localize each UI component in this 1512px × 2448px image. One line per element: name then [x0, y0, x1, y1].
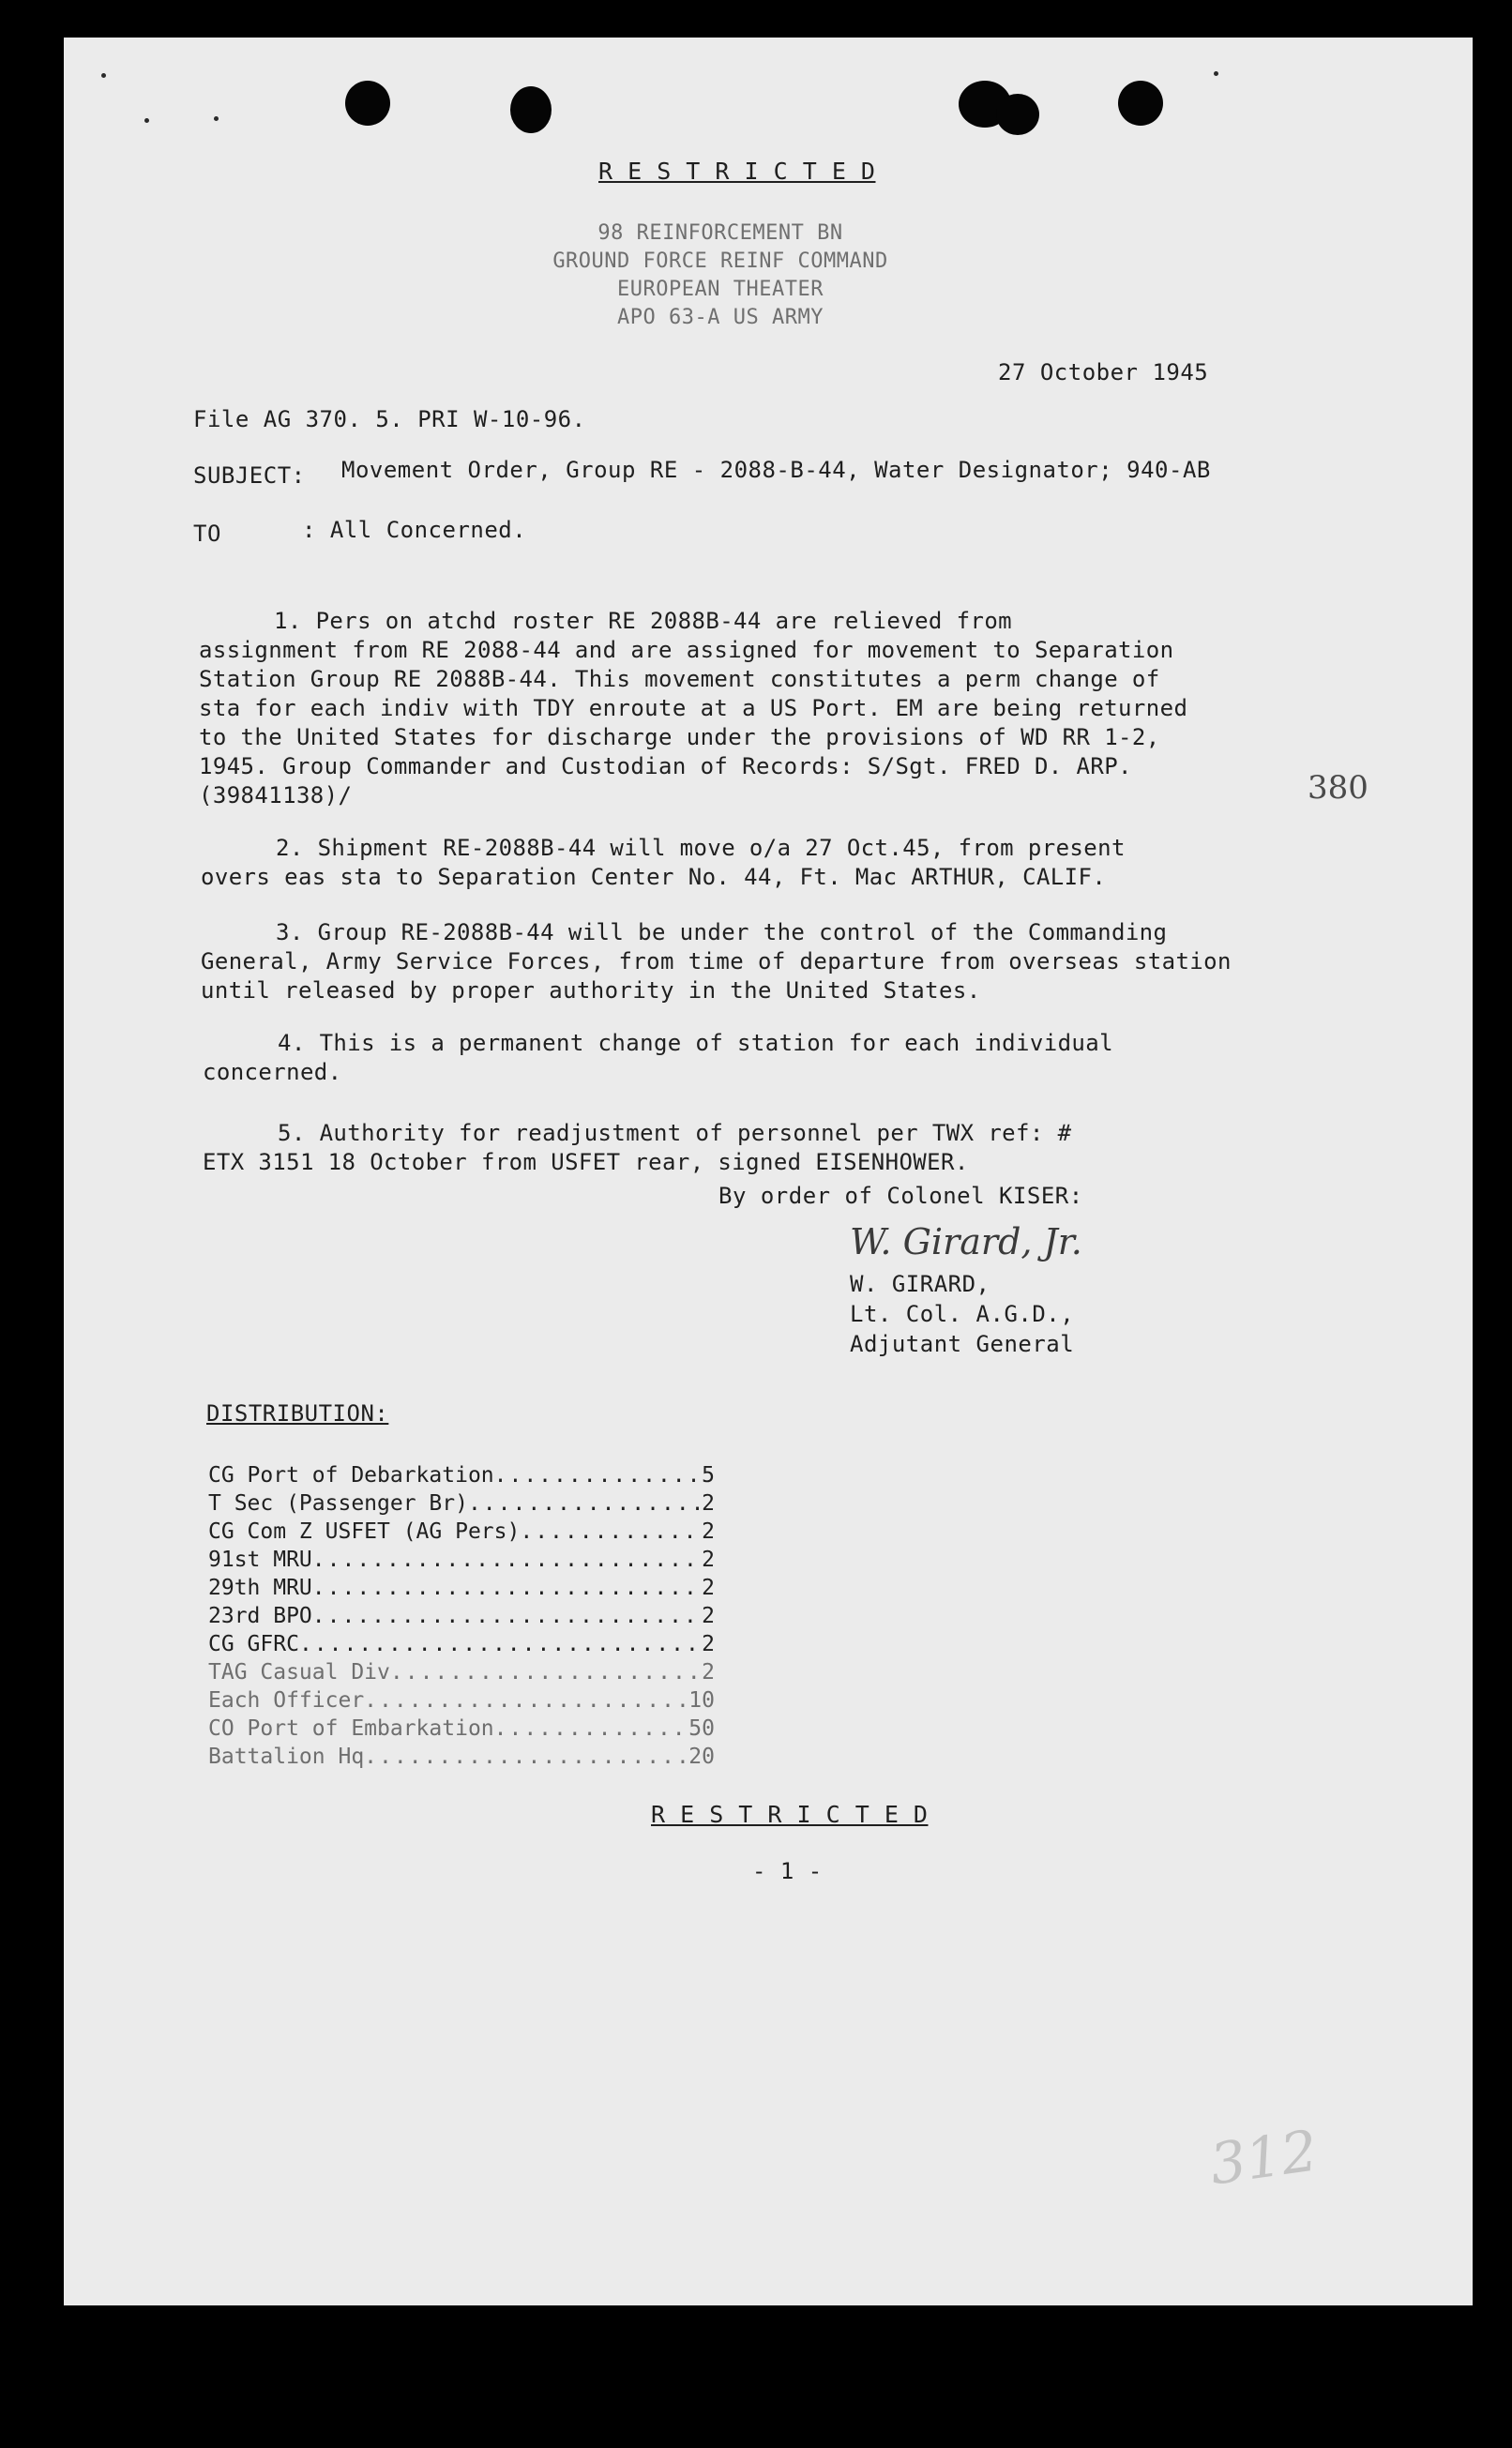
distribution-item — [208, 1461, 715, 1489]
distribution-item — [208, 1518, 715, 1546]
paragraph-text: Shipment RE-2088B-44 will move o/a 27 Oct.45, from present overs eas sta to Separation Center No. 44, Ft. Mac ARTHUR, CALIF. — [201, 835, 1126, 890]
leader-dots — [494, 1461, 703, 1489]
distribution-item-name: 23rd BPO — [208, 1604, 312, 1628]
distribution-item-count: 20 — [688, 1745, 715, 1769]
paragraph-text: Group RE-2088B-44 will be under the control of the Commanding General, Army Service Forces, from time of departure from overseas station until released by proper authority in the United States. — [201, 919, 1232, 1004]
distribution-item-count: 2 — [702, 1491, 715, 1516]
distribution-item — [208, 1602, 715, 1630]
distribution-item-count: 2 — [702, 1548, 715, 1572]
handwritten-signature: W. Girard, Jr. — [850, 1221, 1082, 1262]
subject-text: Movement Order, Group RE - 2088-B-44, Water Designator; 940-AB — [341, 457, 1211, 483]
distribution-item-name: Battalion Hq — [208, 1745, 365, 1769]
distribution-heading: DISTRIBUTION: — [206, 1400, 389, 1427]
paragraph-4 — [203, 1000, 1356, 1087]
leader-dots — [312, 1602, 702, 1630]
unit-line: GROUND FORCE REINF COMMAND — [552, 249, 888, 273]
punch-hole — [1118, 81, 1163, 126]
distribution-item-count: 50 — [688, 1716, 715, 1741]
to-text: : All Concerned. — [302, 517, 527, 543]
document-page — [64, 38, 1473, 2305]
unit-block — [476, 219, 964, 332]
signer-rank: Lt. Col. A.G.D., — [850, 1301, 1075, 1327]
distribution-item-count: 2 — [702, 1519, 715, 1544]
distribution-item — [208, 1546, 715, 1574]
subject-label: SUBJECT: — [193, 462, 306, 489]
distribution-item-name: CG Com Z USFET (AG Pers) — [208, 1519, 521, 1544]
paragraph-number: 4. — [278, 1030, 306, 1056]
distribution-item — [208, 1686, 715, 1715]
paragraph-text: Authority for readjustment of personnel per TWX ref: # ETX 3151 18 October from USFET rear, signed EISENHOWER. — [203, 1120, 1072, 1175]
unit-line: APO 63-A US ARMY — [617, 306, 824, 329]
unit-line: 98 REINFORCEMENT BN — [597, 221, 843, 245]
distribution-item-count: 2 — [702, 1604, 715, 1628]
page-number: - 1 - — [752, 1858, 823, 1884]
punch-hole — [345, 81, 390, 126]
leader-dots — [312, 1574, 702, 1602]
distribution-item — [208, 1715, 715, 1743]
distribution-item — [208, 1630, 715, 1658]
signer-name: W. GIRARD, — [850, 1271, 990, 1297]
signer-title: Adjutant General — [850, 1331, 1075, 1357]
leader-dots — [312, 1546, 702, 1574]
distribution-item-count: 2 — [702, 1632, 715, 1656]
to-label: TO — [193, 521, 221, 547]
distribution-item-name: TAG Casual Div — [208, 1660, 390, 1685]
order-line: By order of Colonel KISER: — [718, 1183, 1083, 1209]
leader-dots — [299, 1630, 702, 1658]
stamp-number: 380 — [1308, 769, 1368, 807]
unit-line: EUROPEAN THEATER — [617, 278, 824, 301]
distribution-item-name: CG GFRC — [208, 1632, 299, 1656]
paragraph-number: 1. — [274, 608, 302, 634]
leader-dots — [390, 1658, 702, 1686]
document-date: 27 October 1945 — [998, 359, 1209, 385]
paragraph-5 — [203, 1090, 1356, 1177]
distribution-item-name: T Sec (Passenger Br) — [208, 1491, 468, 1516]
leader-dots — [468, 1489, 702, 1518]
pencil-number: 312 — [1205, 2118, 1322, 2199]
distribution-item-name: Each Officer — [208, 1688, 365, 1713]
paragraph-1 — [199, 578, 1353, 810]
distribution-item — [208, 1743, 715, 1771]
distribution-item — [208, 1658, 715, 1686]
distribution-item-count: 2 — [702, 1576, 715, 1600]
paragraph-text: Pers on atchd roster RE 2088B-44 are relieved from assignment from RE 2088-44 and are assigned for movement to Separation Station Group RE 2088B-44. This movement constitutes a perm change of sta for each indiv with TDY enroute at a US Port. EM are being returned to the United States for discharge under the provisions of WD RR 1-2, 1945. Group Commander and Custodian of Records: S/Sgt. FRED D. ARP. (39841138)/ — [199, 608, 1188, 808]
distribution-item-name: 91st MRU — [208, 1548, 312, 1572]
punch-hole — [510, 86, 552, 133]
distribution-item-name: CO Port of Embarkation — [208, 1716, 494, 1741]
distribution-list — [208, 1461, 715, 1771]
leader-dots — [520, 1518, 702, 1546]
distribution-item — [208, 1489, 715, 1518]
paragraph-number: 2. — [276, 835, 304, 861]
distribution-item — [208, 1574, 715, 1602]
distribution-item-count: 10 — [688, 1688, 715, 1713]
leader-dots — [494, 1715, 689, 1743]
distribution-item-name: 29th MRU — [208, 1576, 312, 1600]
leader-dots — [364, 1686, 688, 1715]
leader-dots — [364, 1743, 688, 1771]
classification-footer: R E S T R I C T E D — [651, 1801, 929, 1828]
punch-hole — [996, 94, 1039, 135]
paragraph-text: This is a permanent change of station for each individual concerned. — [203, 1030, 1113, 1085]
paragraph-number: 5. — [278, 1120, 306, 1146]
distribution-item-name: CG Port of Debarkation — [208, 1463, 494, 1488]
paragraph-2 — [201, 805, 1354, 892]
paragraph-number: 3. — [276, 919, 304, 945]
paragraph-3 — [201, 889, 1383, 1005]
distribution-item-count: 2 — [702, 1660, 715, 1685]
distribution-item-count: 5 — [702, 1463, 715, 1488]
file-reference: File AG 370. 5. PRI W-10-96. — [193, 406, 586, 432]
classification-header: R E S T R I C T E D — [598, 158, 876, 185]
